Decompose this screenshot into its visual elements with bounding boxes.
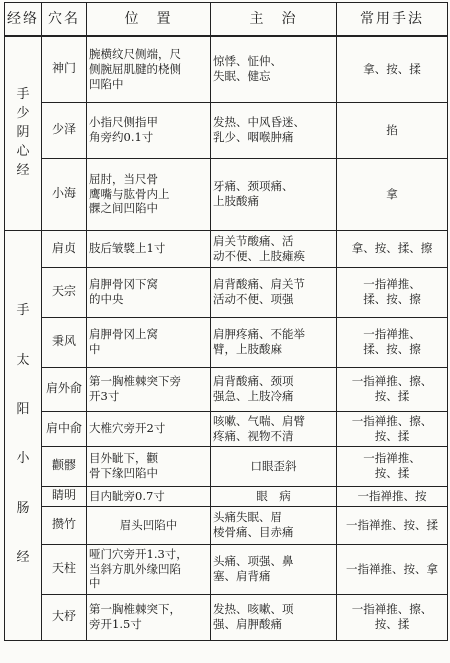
indications-cell: 肩背酸痛、肩关节 活动不便、项强 xyxy=(211,267,337,317)
position-cell: 眉头凹陷中 xyxy=(87,506,211,544)
point-name: 肩外俞 xyxy=(42,367,87,411)
header-indications: 主 治 xyxy=(211,3,337,37)
indications-cell: 肩背酸痛、颈项 强急、上肢冷痛 xyxy=(211,367,337,411)
header-meridian: 经络 xyxy=(5,3,42,37)
method-cell: 一指禅推、按、揉 xyxy=(337,506,448,544)
meridian-heart: 手 少 阴 心 经 xyxy=(5,36,42,230)
method-cell: 一指禅推、 揉、按、擦 xyxy=(337,267,448,317)
method-cell: 拿、按、揉 xyxy=(337,36,448,102)
point-name: 神门 xyxy=(42,36,87,102)
point-name: 天宗 xyxy=(42,267,87,317)
table-row xyxy=(5,367,448,411)
indications-cell: 眼 病 xyxy=(211,486,337,506)
method-cell: 一指禅推、按 xyxy=(337,486,448,506)
position-cell: 肩胛骨冈下窝 的中央 xyxy=(87,267,211,317)
method-cell: 一指禅推、擦、 按、揉 xyxy=(337,367,448,411)
position-cell: 小指尺侧指甲 角旁约0.1寸 xyxy=(87,102,211,158)
indications-cell: 肩胛疼痛、不能举 臂，上肢酸麻 xyxy=(211,317,337,367)
method-cell: 拿 xyxy=(337,158,448,230)
table-row xyxy=(5,594,448,640)
table-row xyxy=(5,317,448,367)
meridian-small-intestine: 手 太 阳 小 肠 经 xyxy=(5,230,42,640)
position-cell: 屈肘，当尺骨 鹰嘴与肱骨内上 髁之间凹陷中 xyxy=(87,158,211,230)
indications-cell: 咳嗽、气喘、肩臂 疼痛、视物不清 xyxy=(211,411,337,446)
header-method: 常用手法 xyxy=(337,3,448,37)
indications-cell: 口眼歪斜 xyxy=(211,446,337,486)
table-row xyxy=(5,411,448,446)
method-cell: 拿、按、揉、擦 xyxy=(337,230,448,267)
point-name: 秉风 xyxy=(42,317,87,367)
method-cell: 一指禅推、按、拿 xyxy=(337,544,448,594)
table-row xyxy=(5,486,448,506)
position-cell: 第一胸椎棘突下， 旁开1.5寸 xyxy=(87,594,211,640)
position-cell: 哑门穴旁开1.3寸， 当斜方肌外缘凹陷 中 xyxy=(87,544,211,594)
position-cell: 目外眦下，颧 骨下缘凹陷中 xyxy=(87,446,211,486)
point-name: 小海 xyxy=(42,158,87,230)
table-row xyxy=(5,36,448,102)
indications-cell: 牙痛、颈项痛、 上肢酸痛 xyxy=(211,158,337,230)
table-row xyxy=(5,230,448,267)
table-row xyxy=(5,446,448,486)
position-cell: 大椎穴旁开2寸 xyxy=(87,411,211,446)
position-cell: 目内眦旁0.7寸 xyxy=(87,486,211,506)
indications-cell: 惊悸、怔仲、 失眠、健忘 xyxy=(211,36,337,102)
header-row xyxy=(5,3,448,37)
table-row xyxy=(5,506,448,544)
point-name: 大杼 xyxy=(42,594,87,640)
acupoint-table xyxy=(4,2,448,641)
indications-cell: 发热、中风昏迷、 乳少、咽喉肿痛 xyxy=(211,102,337,158)
indications-cell: 头痛、项强、鼻 塞、肩背痛 xyxy=(211,544,337,594)
position-cell: 肢后皱襞上1寸 xyxy=(87,230,211,267)
indications-cell: 发热、咳嗽、项 强、肩胛酸痛 xyxy=(211,594,337,640)
table-row xyxy=(5,102,448,158)
method-cell: 掐 xyxy=(337,102,448,158)
point-name: 睛明 xyxy=(42,486,87,506)
header-position: 位 置 xyxy=(87,3,211,37)
method-cell: 一指禅推、 揉、按、擦 xyxy=(337,317,448,367)
position-cell: 腕横纹尺侧端，尺 侧腕屈肌腱的桡侧 凹陷中 xyxy=(87,36,211,102)
table-row xyxy=(5,158,448,230)
point-name: 少泽 xyxy=(42,102,87,158)
point-name: 颧髎 xyxy=(42,446,87,486)
point-name: 天柱 xyxy=(42,544,87,594)
indications-cell: 头痛失眠、眉 棱骨痛、目赤痛 xyxy=(211,506,337,544)
table-row xyxy=(5,267,448,317)
point-name: 肩中俞 xyxy=(42,411,87,446)
header-point: 穴名 xyxy=(42,3,87,37)
position-cell: 肩胛骨冈上窝 中 xyxy=(87,317,211,367)
indications-cell: 肩关节酸痛、活 动不便、上肢瘫痪 xyxy=(211,230,337,267)
method-cell: 一指禅推、擦、 按、揉 xyxy=(337,594,448,640)
table-row xyxy=(5,544,448,594)
point-name: 攒竹 xyxy=(42,506,87,544)
method-cell: 一指禅推、擦、 按、揉 xyxy=(337,411,448,446)
method-cell: 一指禅推、 按、揉 xyxy=(337,446,448,486)
position-cell: 第一胸椎棘突下旁 开3寸 xyxy=(87,367,211,411)
point-name: 肩贞 xyxy=(42,230,87,267)
